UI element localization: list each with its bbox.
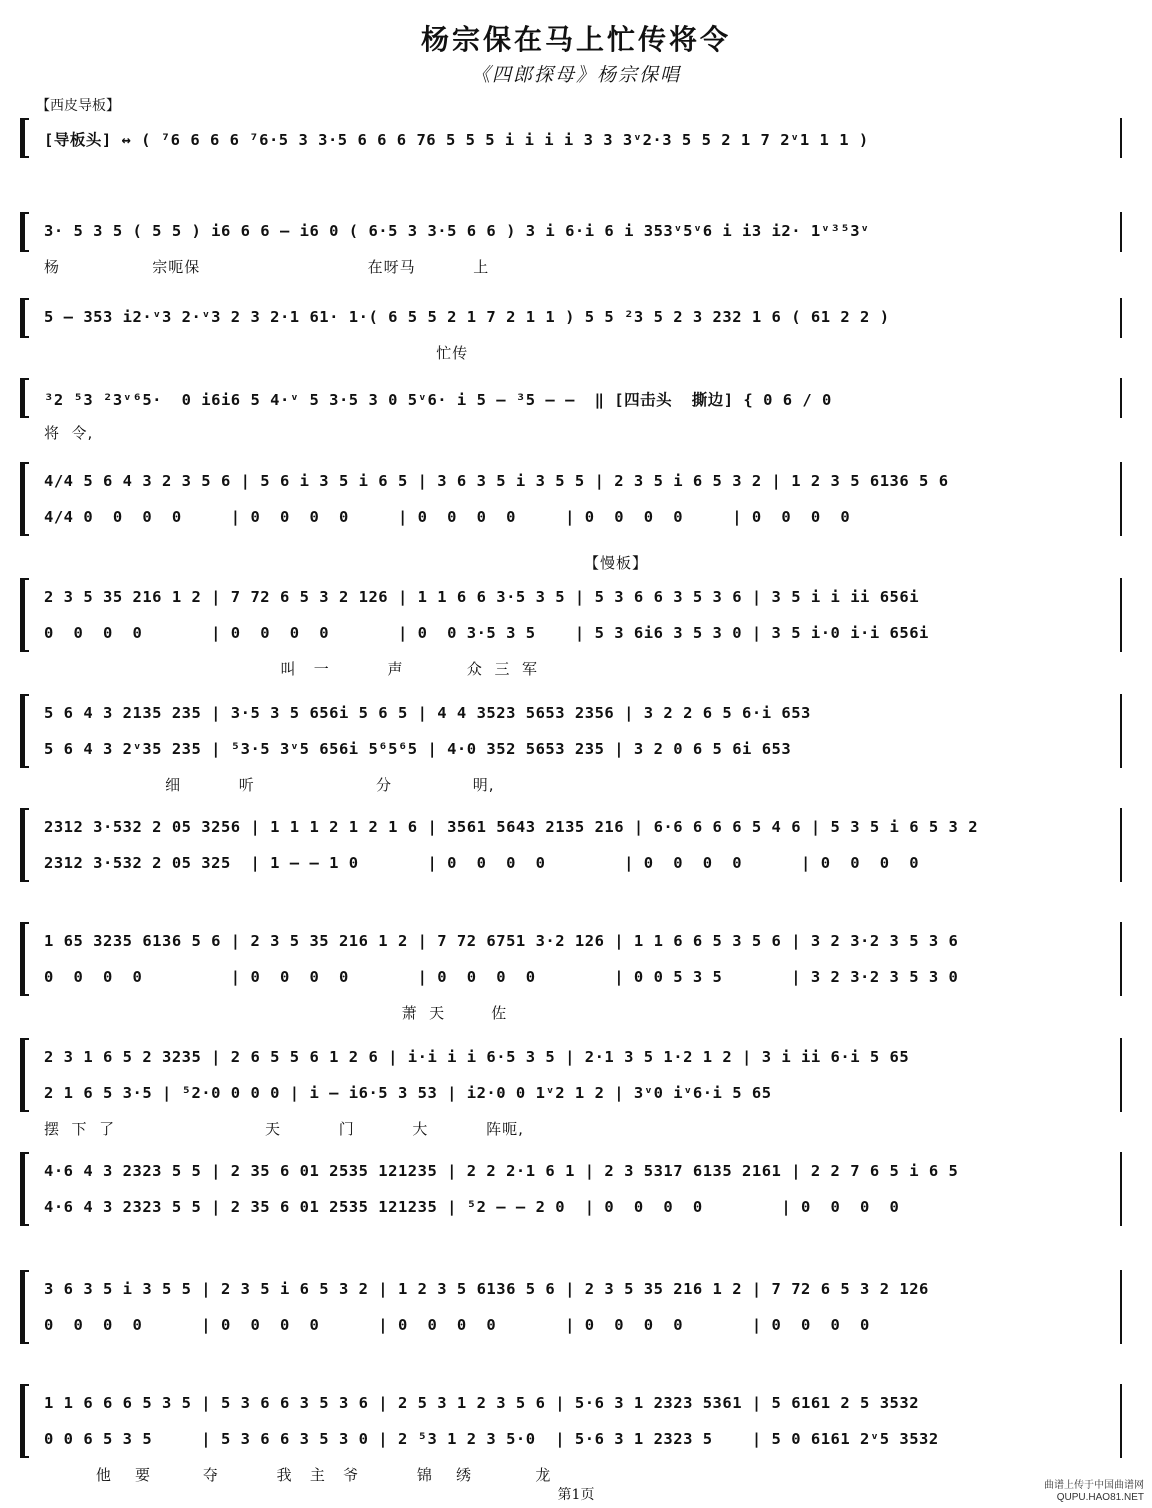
melody-line: 1 1 6 6 6 5 3 5 | 5 3 6 6 3 5 3 6 | 2 5 3 1 2 3 5 6 | 5·6 3 1 2323 5361 | 5 6161 2 5 3532 bbox=[44, 1394, 920, 1412]
system-bracket bbox=[20, 808, 29, 882]
melody-line: ³2 ⁵3 ²3ᵛ⁶5· 0 i6i6 5 4·ᵛ 5 3·5 3 0 5ᵛ6· i 5 — ³5 — — ‖ [四击头 撕边] { 0 6 / 0 bbox=[44, 391, 832, 409]
watermark-line: 曲谱上传于中国曲谱网 bbox=[1044, 1480, 1144, 1491]
watermark bbox=[1044, 1480, 1144, 1504]
lyric-line: 他 要 夺 我 主 爷 锦 绣 龙 bbox=[44, 1466, 552, 1484]
accompaniment-line: 0 0 0 0 | 0 0 0 0 | 0 0 0 0 | 0 0 5 3 5 | 3 2 3·2 3 5 3 0 bbox=[44, 968, 959, 986]
end-barline bbox=[1120, 462, 1122, 536]
melody-line: 3· 5 3 5 ( 5 5 ) i6 6 6 — i6 0 ( 6·5 3 3·5 6 6 ) 3 i 6·i 6 i 353ᵛ5ᵛ6 i i3 i2· 1ᵛ³⁵3ᵛ bbox=[44, 222, 870, 240]
system-bracket bbox=[20, 298, 29, 338]
melody-line: 2 3 5 35 216 1 2 | 7 72 6 5 3 2 126 | 1 1 6 6 3·5 3 5 | 5 3 6 6 3 5 3 6 | 3 5 i i ii 656i bbox=[44, 588, 920, 606]
system-bracket bbox=[20, 922, 29, 996]
accompaniment-line: 2312 3·532 2 05 325 | 1 — — 1 0 | 0 0 0 0 | 0 0 0 0 | 0 0 0 0 bbox=[44, 854, 920, 872]
system-bracket bbox=[20, 118, 29, 158]
watermark-line: QUPU.HAO81.NET bbox=[1056, 1492, 1144, 1503]
melody-line: 5 — 353 i2·ᵛ3 2·ᵛ3 2 3 2·1 61· 1·( 6 5 5 2 1 7 2 1 1 ) 5 5 ²3 5 2 3 232 1 6 ( 61 2 2 ) bbox=[44, 308, 890, 326]
lyric-line: 摆 下 了 天 门 大 阵呃, bbox=[44, 1120, 524, 1138]
melody-line: 1 65 3235 6136 5 6 | 2 3 5 35 216 1 2 | 7 72 6751 3·2 126 | 1 1 6 6 5 3 5 6 | 3 2 3·2 3 5 3 6 bbox=[44, 932, 959, 950]
end-barline bbox=[1120, 578, 1122, 652]
system-bracket bbox=[20, 578, 29, 652]
end-barline bbox=[1120, 808, 1122, 882]
melody-line: 3 6 3 5 i 3 5 5 | 2 3 5 i 6 5 3 2 | 1 2 3 5 6136 5 6 | 2 3 5 35 216 1 2 | 7 72 6 5 3 2 126 bbox=[44, 1280, 929, 1298]
end-barline bbox=[1120, 212, 1122, 252]
system-bracket bbox=[20, 378, 29, 418]
lyric-line: 杨 宗呃保 在呀马 上 bbox=[44, 258, 490, 276]
system-bracket bbox=[20, 212, 29, 252]
end-barline bbox=[1120, 1152, 1122, 1226]
end-barline bbox=[1120, 1270, 1122, 1344]
accompaniment-line: 0 0 6 5 3 5 | 5 3 6 6 3 5 3 0 | 2 ⁵3 1 2 3 5·0 | 5·6 3 1 2323 5 | 5 0 6161 2ᵛ5 3532 bbox=[44, 1430, 939, 1448]
melody-line: 4/4 5 6 4 3 2 3 5 6 | 5 6 i 3 5 i 6 5 | 3 6 3 5 i 3 5 5 | 2 3 5 i 6 5 3 2 | 1 2 3 5 6136 5 6 bbox=[44, 472, 949, 490]
end-barline bbox=[1120, 694, 1122, 768]
melody-line: 5 6 4 3 2135 235 | 3·5 3 5 656i 5 6 5 | 4 4 3523 5653 2356 | 3 2 2 6 5 6·i 653 bbox=[44, 704, 811, 722]
end-barline bbox=[1120, 298, 1122, 338]
lyric-line: 忙传 bbox=[44, 344, 469, 362]
accompaniment-line: 4/4 0 0 0 0 | 0 0 0 0 | 0 0 0 0 | 0 0 0 0 | 0 0 0 0 bbox=[44, 508, 851, 526]
page-subtitle: 《四郎探母》杨宗保唱 bbox=[470, 64, 681, 86]
end-barline bbox=[1120, 922, 1122, 996]
tempo-change-mark: 【慢板】 bbox=[584, 554, 649, 572]
system-bracket bbox=[20, 1152, 29, 1226]
end-barline bbox=[1120, 1038, 1122, 1112]
end-barline bbox=[1120, 378, 1122, 418]
lyric-line: 细 听 分 明, bbox=[44, 776, 495, 794]
system-bracket bbox=[20, 1038, 29, 1112]
page-title: 杨宗保在马上忙传将令 bbox=[420, 23, 731, 56]
system-bracket bbox=[20, 1270, 29, 1344]
lyric-line: 叫 一 声 众 三 军 bbox=[44, 660, 538, 678]
melody-line: 4·6 4 3 2323 5 5 | 2 35 6 01 2535 121235 | 2 2 2·1 6 1 | 2 3 5317 6135 2161 | 2 2 7 6 5 i 6 5 bbox=[44, 1162, 959, 1180]
page-number: 第1页 bbox=[557, 1487, 595, 1503]
end-barline bbox=[1120, 1384, 1122, 1458]
melody-line: [导板头] ↔ ( ⁷6 6 6 6 ⁷6·5 3 3·5 6 6 6 76 5 5 5 i i i i 3 3 3ᵛ2·3 5 5 2 1 7 2ᵛ1 1 1 ) bbox=[44, 131, 869, 149]
system-bracket bbox=[20, 1384, 29, 1458]
lyric-line: 将 令, bbox=[44, 424, 94, 442]
system-bracket bbox=[20, 462, 29, 536]
accompaniment-line: 4·6 4 3 2323 5 5 | 2 35 6 01 2535 121235 | ⁵2 — — 2 0 | 0 0 0 0 | 0 0 0 0 bbox=[44, 1198, 900, 1216]
lyric-line: 萧 天 佐 bbox=[44, 1004, 508, 1022]
accompaniment-line: 0 0 0 0 | 0 0 0 0 | 0 0 0 0 | 0 0 0 0 | 0 0 0 0 bbox=[44, 1316, 870, 1334]
tempo-mark: 【西皮导板】 bbox=[36, 97, 120, 113]
melody-line: 2312 3·532 2 05 3256 | 1 1 1 2 1 2 1 6 | 3561 5643 2135 216 | 6·6 6 6 6 5 4 6 | 5 3 5 i 6 5 3 2 bbox=[44, 818, 979, 836]
melody-line: 2 3 1 6 5 2 3235 | 2 6 5 5 6 1 2 6 | i·i i i 6·5 3 5 | 2·1 3 5 1·2 1 2 | 3 i ii 6·i 5 65 bbox=[44, 1048, 910, 1066]
end-barline bbox=[1120, 118, 1122, 158]
accompaniment-line: 2 1 6 5 3·5 | ⁵2·0 0 0 0 | i — i6·5 3 53 | i2·0 0 1ᵛ2 1 2 | 3ᵛ0 iᵛ6·i 5 65 bbox=[44, 1084, 772, 1102]
system-bracket bbox=[20, 694, 29, 768]
accompaniment-line: 0 0 0 0 | 0 0 0 0 | 0 0 3·5 3 5 | 5 3 6i6 3 5 3 0 | 3 5 i·0 i·i 656i bbox=[44, 624, 929, 642]
accompaniment-line: 5 6 4 3 2ᵛ35 235 | ⁵3·5 3ᵛ5 656i 5⁶5⁶5 | 4·0 352 5653 235 | 3 2 0 6 5 6i 653 bbox=[44, 740, 792, 758]
